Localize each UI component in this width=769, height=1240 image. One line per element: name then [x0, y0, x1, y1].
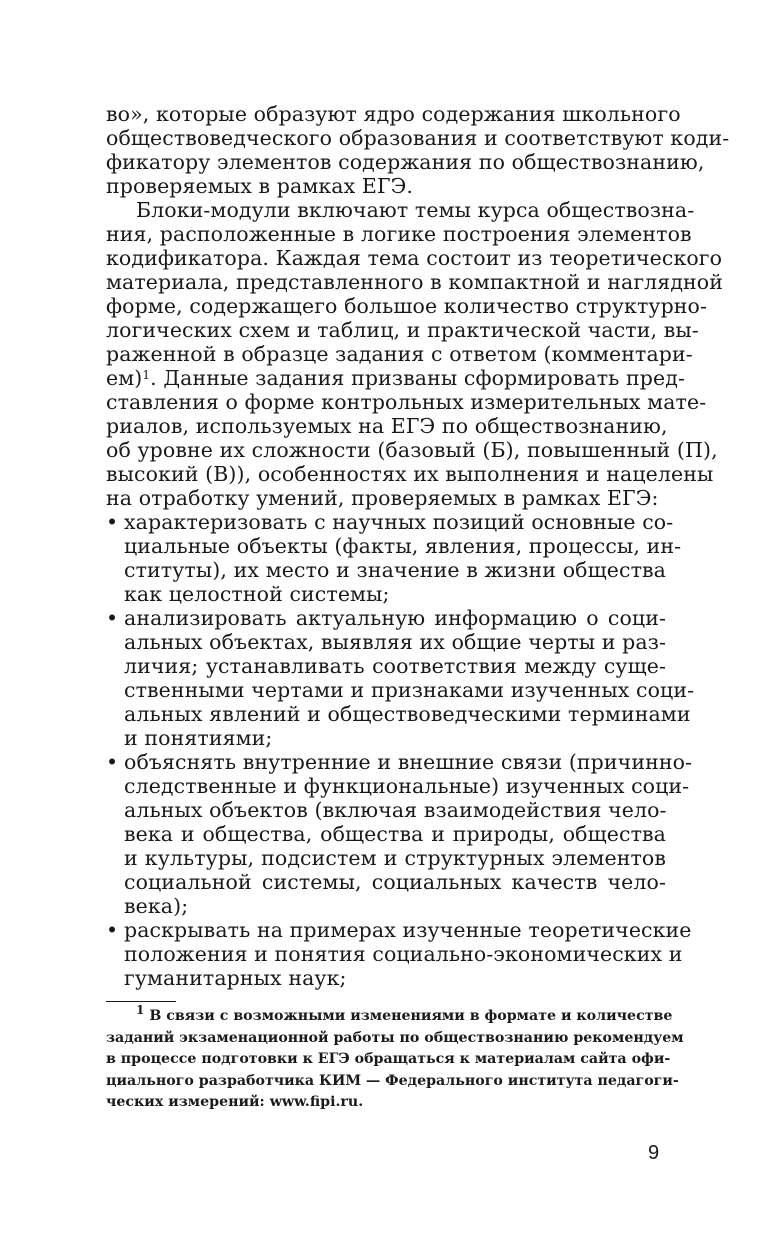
text-line: социальной системы, социальных качеств чело-	[124, 870, 666, 894]
text-line: альных объектов (включая взаимодействия чело-	[124, 798, 667, 822]
text-line: обществоведческого образования и соответствуют коди-	[106, 126, 730, 150]
bullet-item	[106, 750, 693, 918]
text-line: высокий (В)), особенностях их выполнения и нацелены	[106, 462, 714, 486]
page-number: 9	[648, 1142, 660, 1164]
bullet-item	[106, 918, 692, 990]
text-line: проверяемых в рамках ЕГЭ.	[106, 174, 414, 198]
text-line: гуманитарных наук;	[124, 966, 347, 990]
text-line: ставления о форме контрольных измерительных мате-	[106, 390, 707, 414]
text-line: материала, представленного в компактной и наглядной	[106, 270, 724, 294]
footnote-line: в процессе подготовки к ЕГЭ обращаться к материалам сайта офи-	[106, 1051, 671, 1067]
bullet-icon: •	[106, 510, 119, 534]
text-line: века и общества, общества и природы, общества	[124, 822, 666, 846]
text-line: альных объектах, выявляя их общие черты и раз-	[124, 630, 667, 654]
bullet-item	[106, 510, 682, 606]
main-text	[106, 102, 730, 990]
text-line: раженной в образце задания с ответом (комментари-	[106, 342, 693, 366]
text-line: ституты), их место и значение в жизни общества	[124, 558, 666, 582]
footnote-line	[106, 1003, 673, 1028]
text-line: Блоки-модули включают темы курса обществозна-	[136, 198, 695, 222]
footnote-line: заданий экзаменационной работы по обществознанию рекомендуем	[106, 1029, 684, 1046]
footnote-divider	[106, 1001, 176, 1002]
bullet-icon: •	[106, 750, 119, 774]
text-line: кодификатора. Каждая тема состоит из теоретического	[106, 246, 723, 270]
text-line: как целостной системы;	[124, 582, 390, 606]
text-line: форме, содержащего большое количество структурно-	[106, 294, 708, 318]
text-line: и понятиями;	[124, 726, 273, 750]
text-fragment: В связи с возможными изменениями в формате и количестве	[149, 1008, 673, 1024]
text-fragment: . Данные задания призваны сформировать пред-	[150, 366, 685, 390]
text-line: положения и понятия социально-экономических и	[124, 942, 683, 966]
text-line: ния, расположенные в логике построения элементов	[106, 222, 692, 246]
text-line: века);	[124, 894, 189, 918]
text-line: объяснять внутренние и внешние связи (причинно-	[124, 750, 693, 774]
text-line: и культуры, подсистем и структурных элементов	[124, 846, 666, 870]
text-line: на отработку умений, проверяемых в рамках ЕГЭ:	[106, 486, 659, 510]
footnote-line: циального разработчика КИМ — Федерального института педагоги-	[106, 1072, 679, 1089]
fipi-link[interactable]: ческих измерений: www.fipi.ru.	[106, 1094, 364, 1110]
text-line: фикатору элементов содержания по обществознанию,	[106, 150, 705, 174]
text-line: личия; устанавливать соответствия между суще-	[124, 654, 666, 678]
text-line: об уровне их сложности (базовый (Б), повышенный (П),	[106, 438, 718, 462]
text-line: анализировать актуальную информацию о соци-	[124, 606, 666, 630]
text-line: логических схем и таблиц, и практической части, вы-	[106, 318, 699, 342]
paragraph-1	[106, 102, 730, 198]
bullet-icon: •	[106, 918, 119, 942]
text-line: следственные и функциональные) изученных соци-	[124, 774, 690, 798]
text-line: ственными чертами и признаками изученных соци-	[124, 678, 695, 702]
bullet-item	[106, 606, 695, 750]
paragraph-2	[106, 198, 724, 510]
text-fragment: ем)	[106, 366, 143, 390]
text-line: во», которые образуют ядро содержания школьного	[106, 102, 681, 126]
footnote-line	[106, 1092, 666, 1114]
text-line: циальные объекты (факты, явления, процессы, ин-	[124, 534, 682, 558]
text-line: альных явлений и обществоведческими терминами	[124, 702, 691, 726]
text-line: риалов, используемых на ЕГЭ по обществознанию,	[106, 414, 668, 438]
text-line: характеризовать с научных позиций основные со-	[124, 510, 674, 534]
footnote-marker: 1	[136, 1003, 145, 1017]
bullet-icon: •	[106, 606, 119, 630]
text-line: раскрывать на примерах изученные теоретические	[124, 918, 692, 942]
footnote	[106, 1003, 684, 1114]
footnote-marker: 1	[142, 368, 151, 382]
text-line	[106, 366, 685, 390]
